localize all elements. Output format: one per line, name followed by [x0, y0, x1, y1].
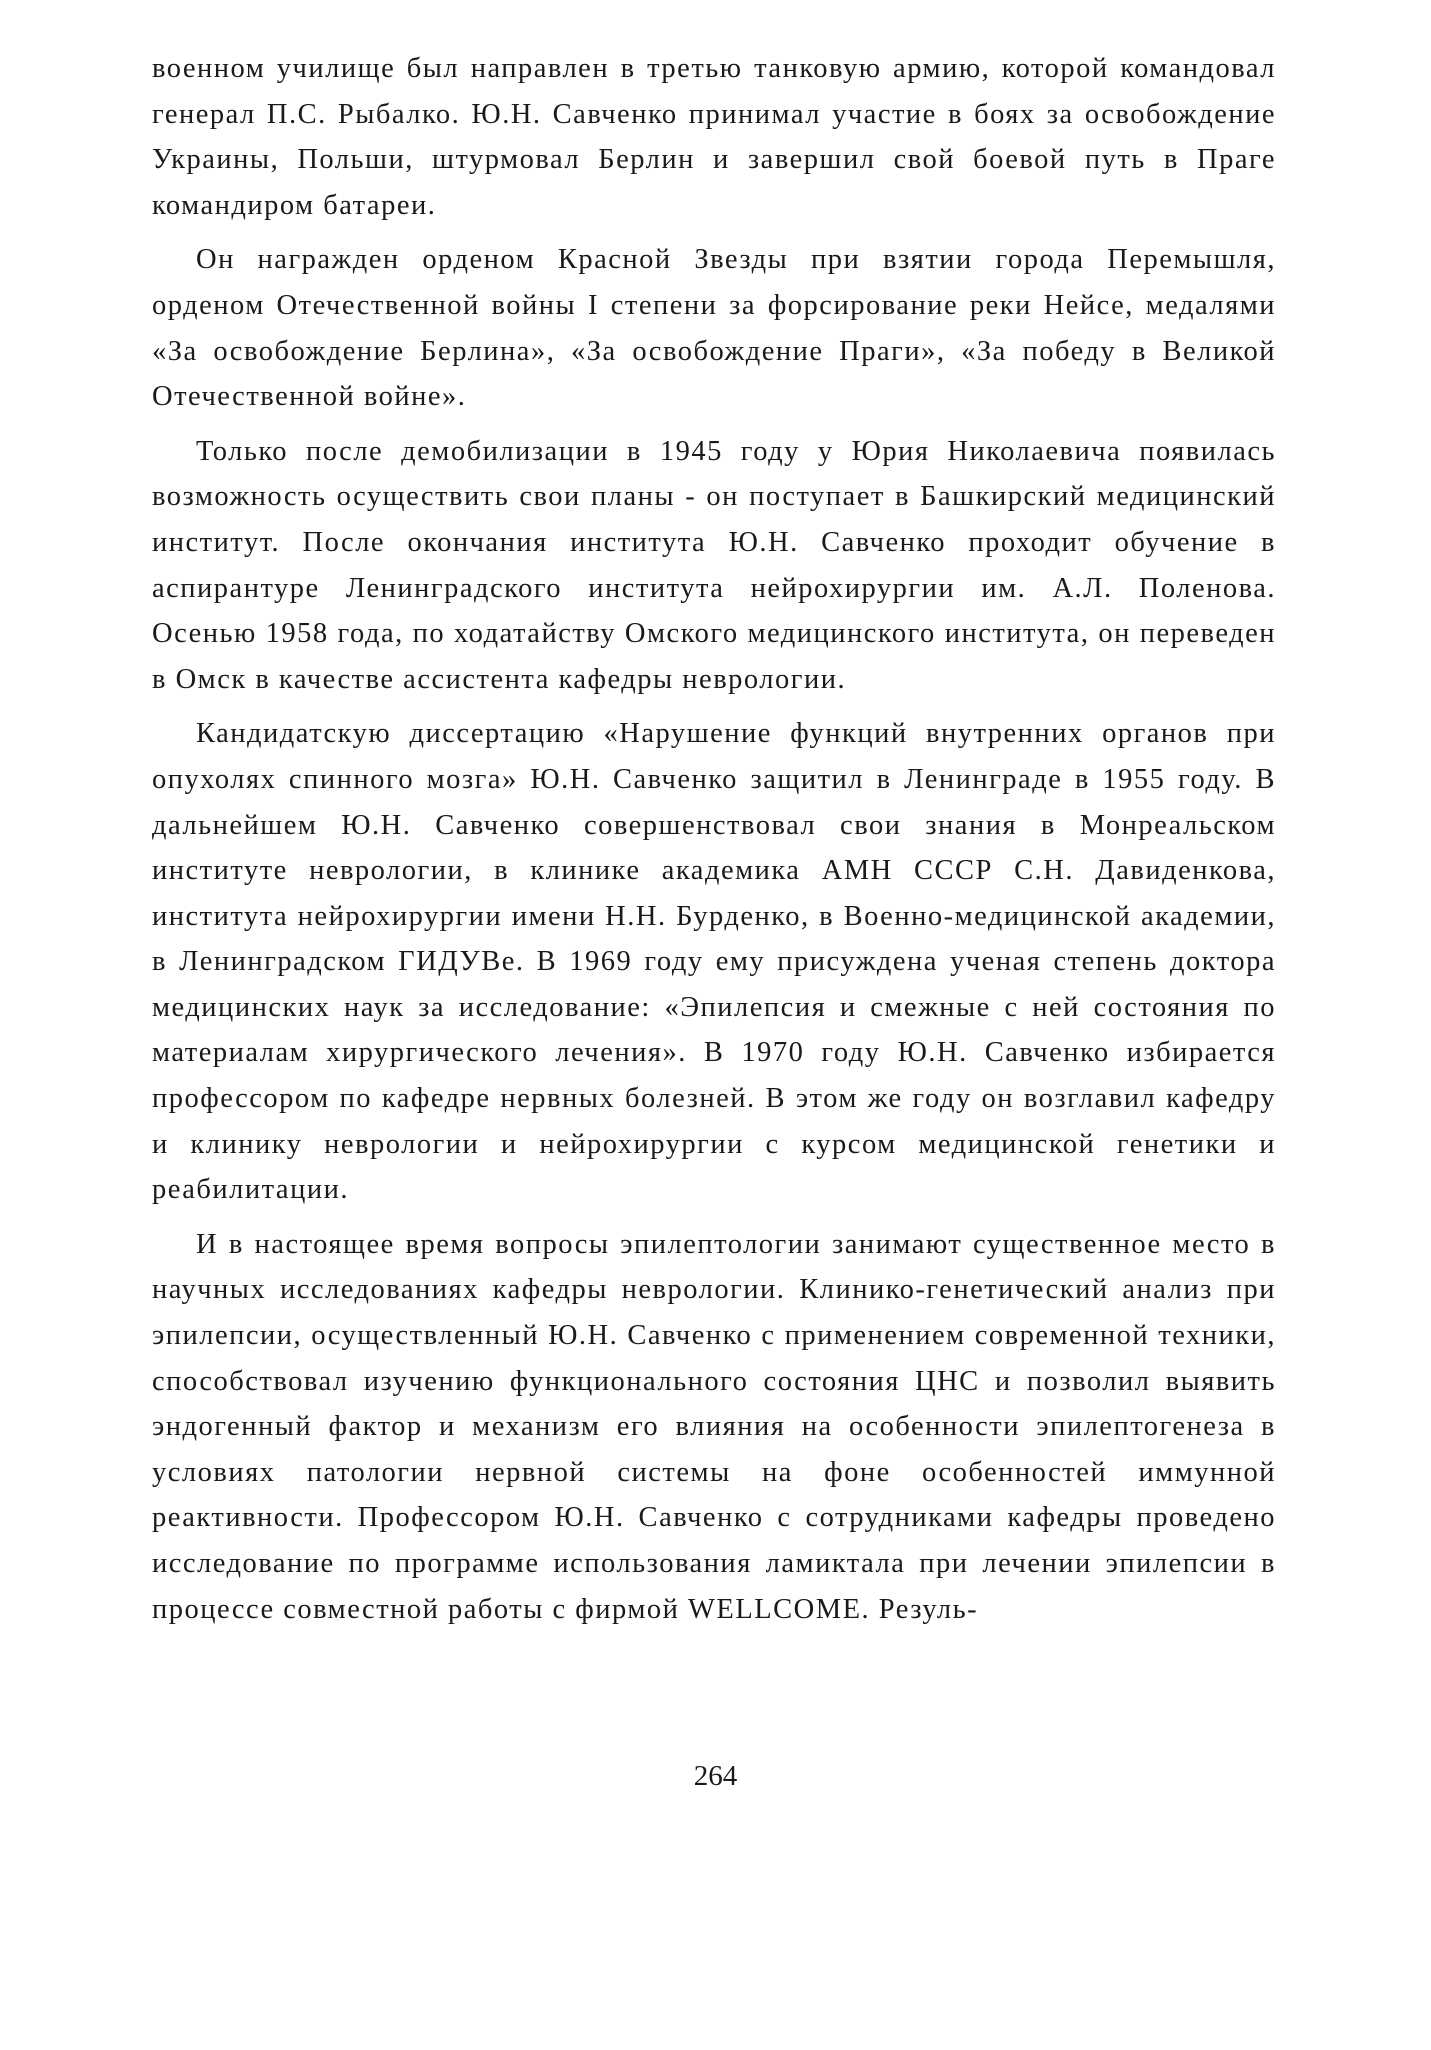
paragraph: военном училище был направлен в третью танковую армию, которой командовал генерал П.С. Рыбалко. Ю.Н. Савченко принимал участие в боях за освобождение Украины, Польши, штурмовал Берлин и завершил свой боевой путь в Праге командиром батареи.	[152, 53, 1276, 221]
paragraph: Только после демобилизации в 1945 году у Юрия Николаевича появилась возможность осуществить свои планы - он поступает в Башкирский медицинский институт. После окончания института Ю.Н. Савченко проходит обучение в аспирантуре Ленинградского института нейрохирургии им. А.Л. Поленова. Осенью 1958 года, по ходатайству Омского медицинского института, он переведен в Омск в качестве ассистента кафедры неврологии.	[152, 435, 1276, 695]
page-number: 264	[693, 1760, 738, 1792]
paragraph: И в настоящее время вопросы эпилептологии занимают существенное место в научных исследованиях кафедры неврологии. Клинико-генетический анализ при эпилепсии, осуществленный Ю.Н. Савченко с применением современной техники, способствовал изучению функционального состояния ЦНС и позволил выявить эндогенный фактор и механизм его влияния на особенности эпилептогенеза в условиях патологии нервной системы на фоне особенностей иммунной реактивности. Профессором Ю.Н. Савченко с сотрудниками кафедры проведено исследование по программе использования ламиктала при лечении эпилепсии в процессе совместной работы с фирмой WELLCOME. Резуль-	[152, 1228, 1276, 1625]
paragraph: Кандидатскую диссертацию «Нарушение функций внутренних органов при опухолях спинного мозга» Ю.Н. Савченко защитил в Ленинграде в 1955 году. В дальнейшем Ю.Н. Савченко совершенствовал свои знания в Монреальском институте неврологии, в клинике академика АМН СССР С.Н. Давиденкова, института нейрохирургии имени Н.Н. Бурденко, в Военно-медицинской академии, в Ленинградском ГИДУВе. В 1969 году ему присуждена ученая степень доктора медицинских наук за исследование: «Эпилепсия и смежные с ней состояния по материалам хирургического лечения». В 1970 году Ю.Н. Савченко избирается профессором по кафедре нервных болезней. В этом же году он возглавил кафедру и клинику неврологии и нейрохирургии с курсом медицинской генетики и реабилитации.	[152, 718, 1276, 1206]
body-text	[152, 46, 1276, 1641]
paragraph: Он награжден орденом Красной Звезды при взятии города Перемышля, орденом Отечественной войны I степени за форсирование реки Нейсе, медалями «За освобождение Берлина», «За освобождение Праги», «За победу в Великой Отечественной войне».	[152, 244, 1276, 413]
